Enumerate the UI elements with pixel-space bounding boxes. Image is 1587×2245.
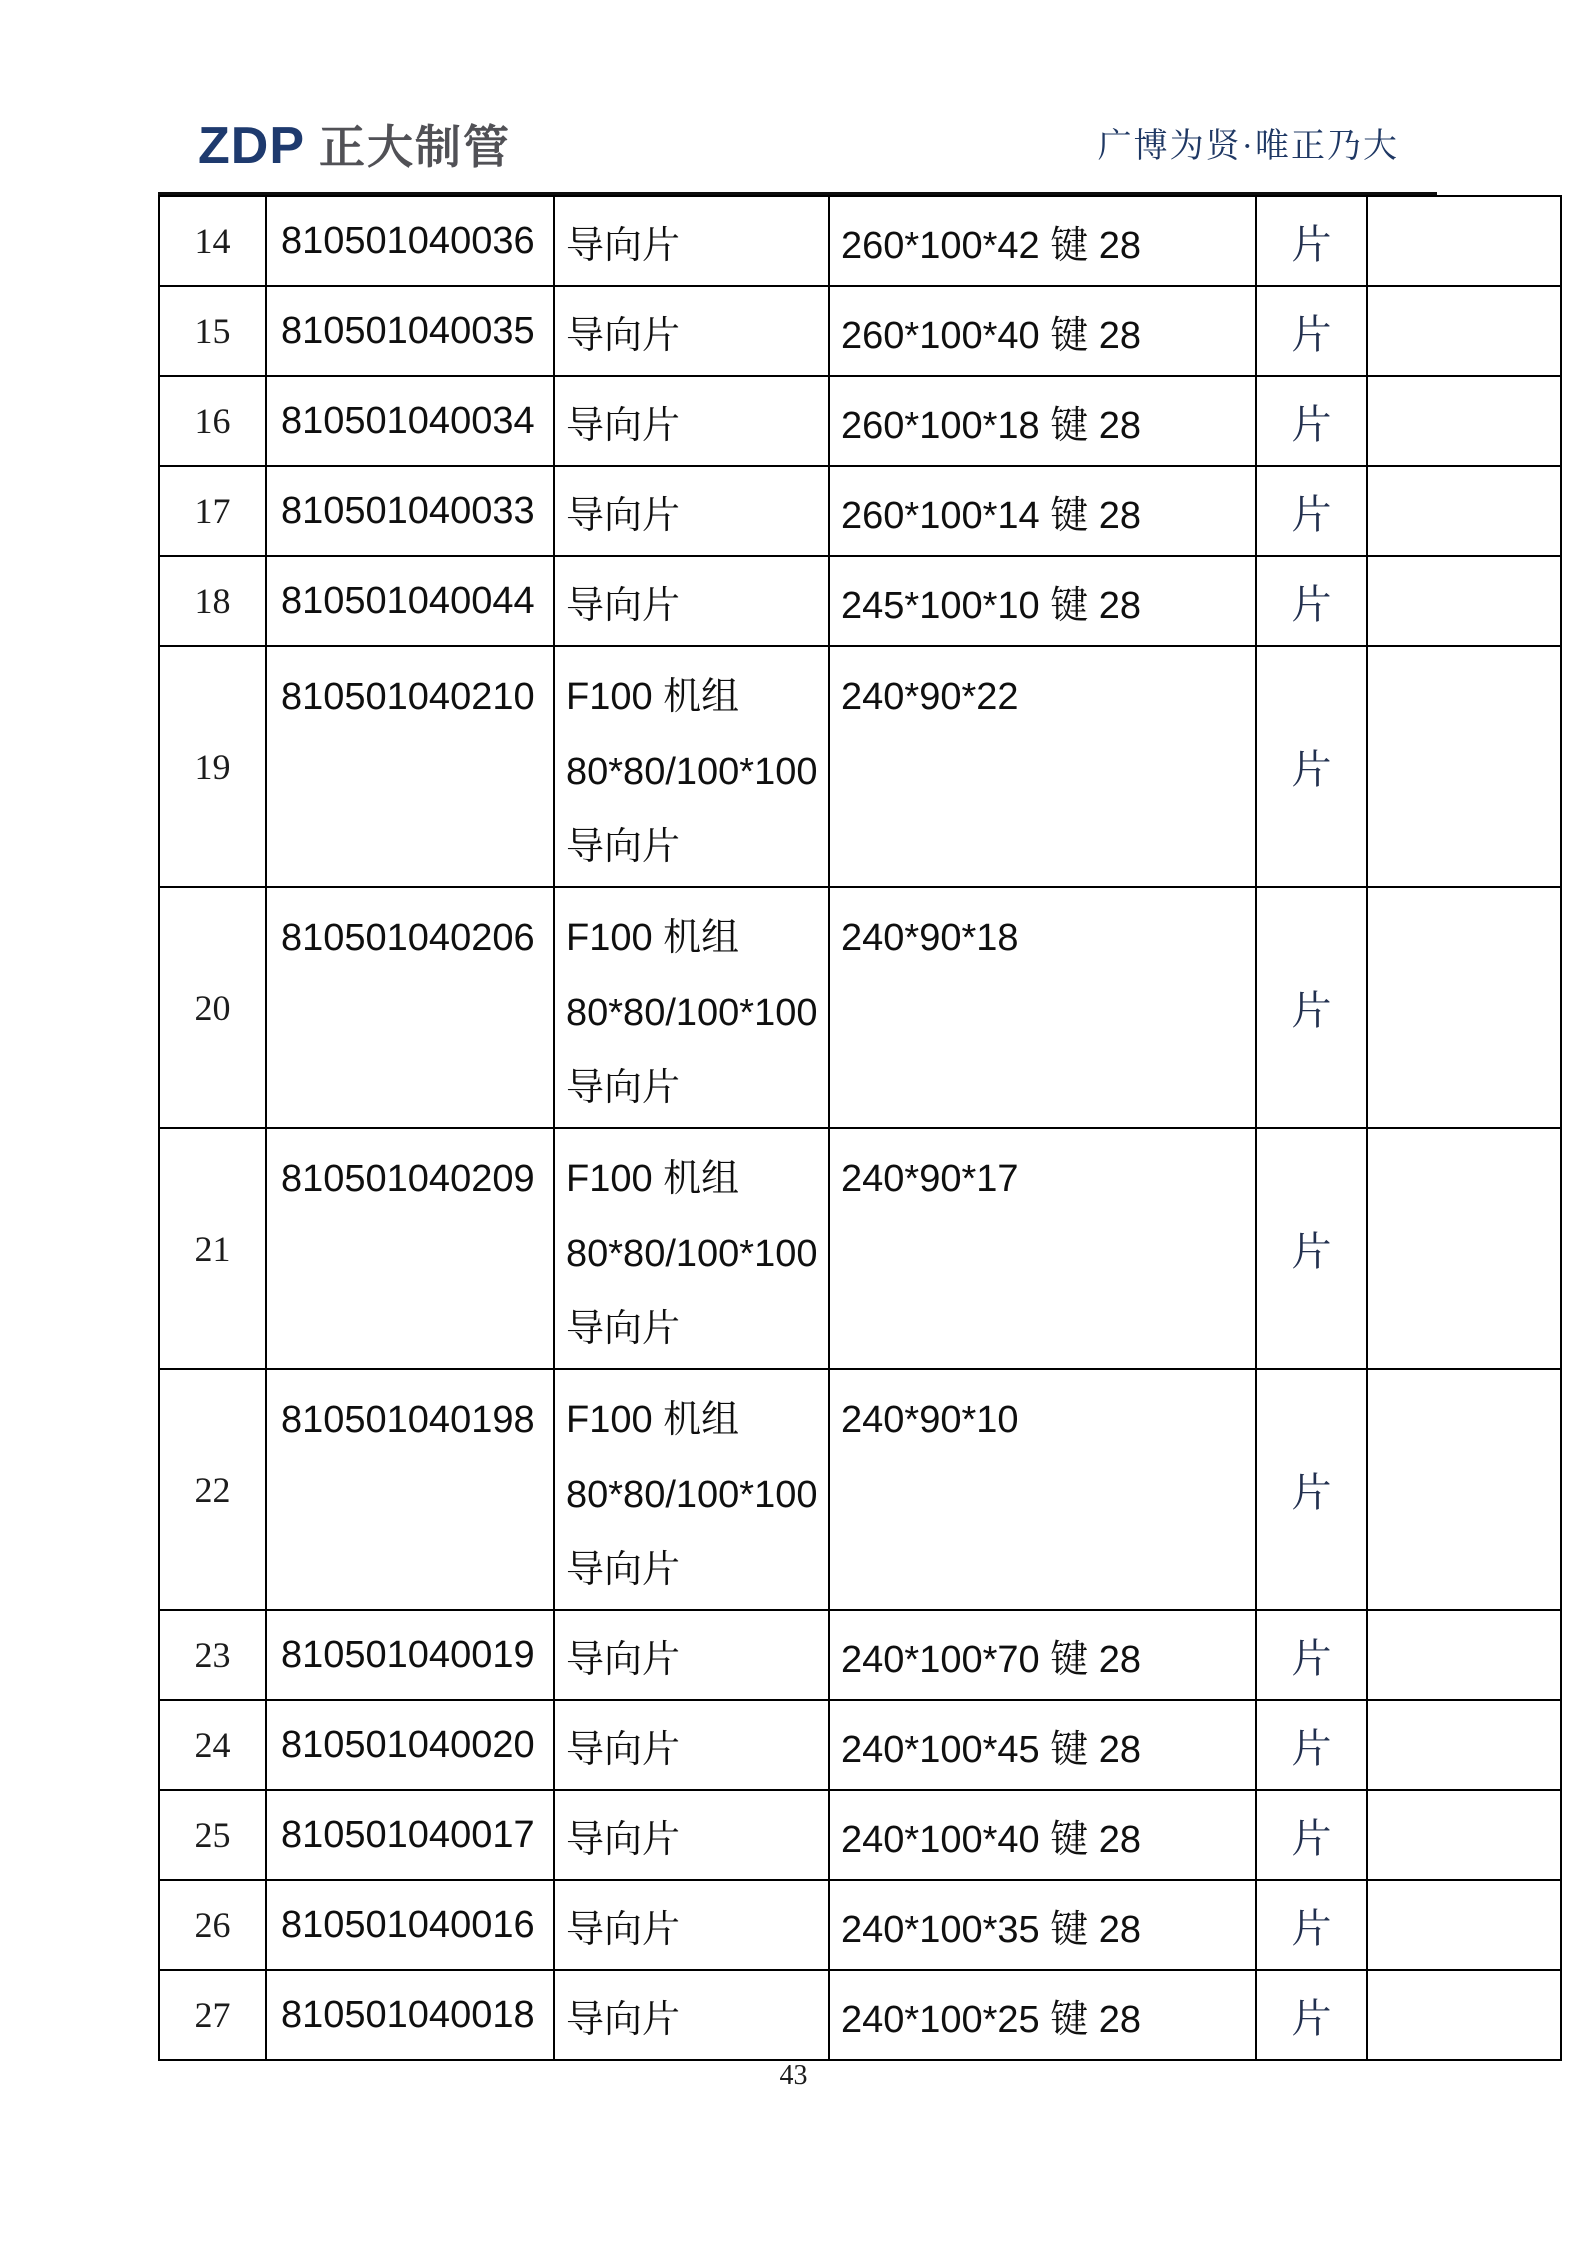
spec-cell: 240*100*35 键 28 bbox=[829, 1880, 1256, 1970]
material-code-cell: 810501040033 bbox=[266, 466, 554, 556]
row-number-cell: 23 bbox=[159, 1610, 266, 1700]
material-name-cell: F100 机组 80*80/100*100 导向片 bbox=[554, 1369, 829, 1610]
remark-cell bbox=[1367, 1970, 1561, 2060]
page-number: 43 bbox=[779, 2060, 808, 2091]
material-name-cell: 导向片 bbox=[554, 1880, 829, 1970]
material-code-cell: 810501040017 bbox=[266, 1790, 554, 1880]
material-name-cell: 导向片 bbox=[554, 1700, 829, 1790]
row-number-cell: 19 bbox=[159, 646, 266, 887]
spec-cell: 240*90*22 bbox=[829, 646, 1256, 887]
remark-cell bbox=[1367, 196, 1561, 286]
table-row bbox=[159, 1610, 1561, 1700]
row-number-cell: 25 bbox=[159, 1790, 266, 1880]
spec-cell: 240*100*70 键 28 bbox=[829, 1610, 1256, 1700]
remark-cell bbox=[1367, 1700, 1561, 1790]
row-number-cell: 15 bbox=[159, 286, 266, 376]
unit-cell: 片 bbox=[1256, 556, 1367, 646]
remark-cell bbox=[1367, 556, 1561, 646]
table-row bbox=[159, 1790, 1561, 1880]
unit-cell: 片 bbox=[1256, 286, 1367, 376]
material-name-cell: 导向片 bbox=[554, 286, 829, 376]
material-code-cell: 810501040020 bbox=[266, 1700, 554, 1790]
table-row bbox=[159, 1970, 1561, 2060]
material-name-cell: 导向片 bbox=[554, 1970, 829, 2060]
unit-cell: 片 bbox=[1256, 1700, 1367, 1790]
table-row bbox=[159, 466, 1561, 556]
unit-cell: 片 bbox=[1256, 1128, 1367, 1369]
material-name-cell: 导向片 bbox=[554, 556, 829, 646]
table-row bbox=[159, 1880, 1561, 1970]
material-code-cell: 810501040206 bbox=[266, 887, 554, 1128]
remark-cell bbox=[1367, 1369, 1561, 1610]
remark-cell bbox=[1367, 466, 1561, 556]
unit-cell: 片 bbox=[1256, 1970, 1367, 2060]
material-name-cell: 导向片 bbox=[554, 196, 829, 286]
material-code-cell: 810501040036 bbox=[266, 196, 554, 286]
material-name-cell: 导向片 bbox=[554, 1790, 829, 1880]
material-name-cell: 导向片 bbox=[554, 376, 829, 466]
material-name-cell: F100 机组 80*80/100*100 导向片 bbox=[554, 887, 829, 1128]
zdp-logo: ZDP bbox=[198, 117, 305, 175]
material-code-cell: 810501040018 bbox=[266, 1970, 554, 2060]
unit-cell: 片 bbox=[1256, 1369, 1367, 1610]
remark-cell bbox=[1367, 1610, 1561, 1700]
material-code-cell: 810501040016 bbox=[266, 1880, 554, 1970]
unit-cell: 片 bbox=[1256, 646, 1367, 887]
material-name-cell: 导向片 bbox=[554, 1610, 829, 1700]
unit-cell: 片 bbox=[1256, 1880, 1367, 1970]
remark-cell bbox=[1367, 1790, 1561, 1880]
table-row bbox=[159, 376, 1561, 466]
row-number-cell: 16 bbox=[159, 376, 266, 466]
row-number-cell: 21 bbox=[159, 1128, 266, 1369]
remark-cell bbox=[1367, 1128, 1561, 1369]
material-code-cell: 810501040210 bbox=[266, 646, 554, 887]
spec-cell: 240*100*40 键 28 bbox=[829, 1790, 1256, 1880]
parts-table bbox=[158, 195, 1562, 2061]
table-row bbox=[159, 556, 1561, 646]
spec-cell: 260*100*14 键 28 bbox=[829, 466, 1256, 556]
row-number-cell: 22 bbox=[159, 1369, 266, 1610]
row-number-cell: 17 bbox=[159, 466, 266, 556]
material-code-cell: 810501040044 bbox=[266, 556, 554, 646]
unit-cell: 片 bbox=[1256, 1610, 1367, 1700]
table-row bbox=[159, 1369, 1561, 1610]
remark-cell bbox=[1367, 376, 1561, 466]
table-row bbox=[159, 1128, 1561, 1369]
table-row bbox=[159, 646, 1561, 887]
header-slogan: 广博为贤·唯正乃大 bbox=[1097, 128, 1399, 165]
row-number-cell: 26 bbox=[159, 1880, 266, 1970]
spec-cell: 240*90*10 bbox=[829, 1369, 1256, 1610]
material-code-cell: 810501040198 bbox=[266, 1369, 554, 1610]
table-row bbox=[159, 286, 1561, 376]
material-code-cell: 810501040209 bbox=[266, 1128, 554, 1369]
unit-cell: 片 bbox=[1256, 466, 1367, 556]
spec-cell: 260*100*42 键 28 bbox=[829, 196, 1256, 286]
remark-cell bbox=[1367, 286, 1561, 376]
unit-cell: 片 bbox=[1256, 887, 1367, 1128]
unit-cell: 片 bbox=[1256, 376, 1367, 466]
remark-cell bbox=[1367, 887, 1561, 1128]
row-number-cell: 20 bbox=[159, 887, 266, 1128]
material-code-cell: 810501040035 bbox=[266, 286, 554, 376]
material-name-cell: F100 机组 80*80/100*100 导向片 bbox=[554, 1128, 829, 1369]
material-name-cell: F100 机组 80*80/100*100 导向片 bbox=[554, 646, 829, 887]
spec-cell: 260*100*18 键 28 bbox=[829, 376, 1256, 466]
company-name: 正大制管 bbox=[319, 121, 511, 173]
unit-cell: 片 bbox=[1256, 196, 1367, 286]
spec-cell: 240*90*17 bbox=[829, 1128, 1256, 1369]
spec-cell: 260*100*40 键 28 bbox=[829, 286, 1256, 376]
row-number-cell: 14 bbox=[159, 196, 266, 286]
remark-cell bbox=[1367, 646, 1561, 887]
row-number-cell: 18 bbox=[159, 556, 266, 646]
spec-cell: 240*100*25 键 28 bbox=[829, 1970, 1256, 2060]
row-number-cell: 24 bbox=[159, 1700, 266, 1790]
material-name-cell: 导向片 bbox=[554, 466, 829, 556]
table-row bbox=[159, 1700, 1561, 1790]
remark-cell bbox=[1367, 1880, 1561, 1970]
table-row bbox=[159, 887, 1561, 1128]
unit-cell: 片 bbox=[1256, 1790, 1367, 1880]
material-code-cell: 810501040019 bbox=[266, 1610, 554, 1700]
header-logo-group bbox=[198, 117, 511, 175]
material-code-cell: 810501040034 bbox=[266, 376, 554, 466]
spec-cell: 245*100*10 键 28 bbox=[829, 556, 1256, 646]
spec-cell: 240*100*45 键 28 bbox=[829, 1700, 1256, 1790]
spec-cell: 240*90*18 bbox=[829, 887, 1256, 1128]
row-number-cell: 27 bbox=[159, 1970, 266, 2060]
table-row bbox=[159, 196, 1561, 286]
